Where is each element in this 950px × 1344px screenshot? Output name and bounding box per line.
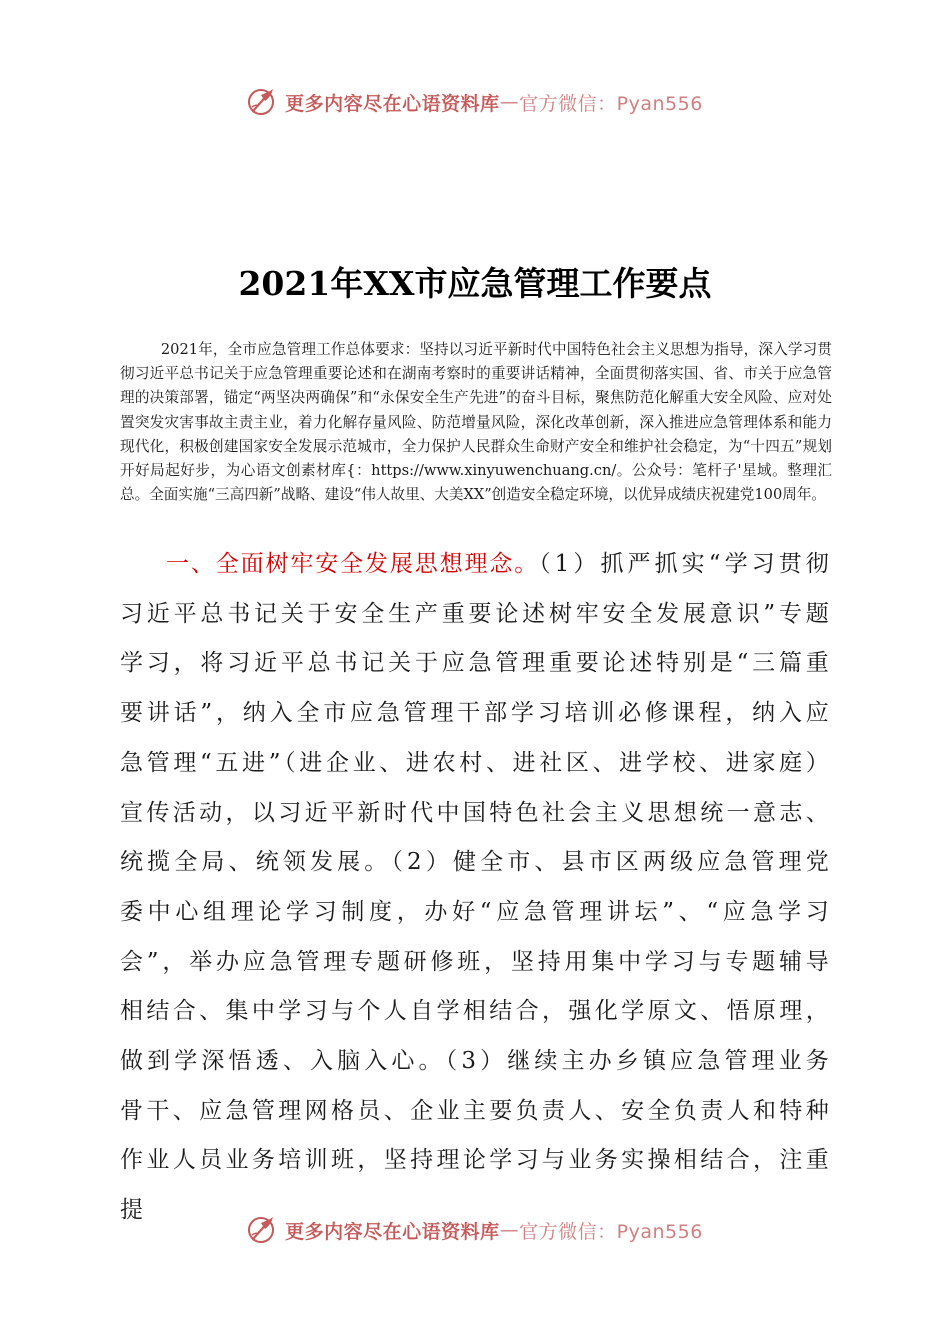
- quill-pen-logo-icon: [247, 87, 277, 117]
- banner-brand-text: 更多内容尽在心语资料库: [285, 92, 500, 115]
- banner-wechat-text: 官方微信：Pyan556: [519, 92, 703, 115]
- footer-watermark-banner: [0, 1208, 950, 1252]
- banner-wechat-text: 官方微信：Pyan556: [519, 1220, 703, 1243]
- section-1-text: （1）抓严抓实“学习贯彻习近平总书记关于安全生产重要论述树牢安全发展意识”专题学习，将习近平总书记关于应急管理重要论述特别是“三篇重要讲话”，纳入全市应急管理干部学习培训必修课程，纳入应急管理“五进”（进企业、进农村、进社区、进学校、进家庭）宣传活动，以习近平新时代中国特色社会主义思想统一意志、统揽全局、统领发展。（2）健全市、县市区两级应急管理党委中心组理论学习制度，办好“应急管理讲坛”、“应急学习会”，举办应急管理专题研修班，坚持用集中学习与专题辅导相结合、集中学习与个人自学相结合，强化学原文、悟原理，做到学深悟透、入脑入心。（3）继续主办乡镇应急管理业务骨干、应急管理网格员、企业主要负责人、安全负责人和特种作业人员业务培训班，坚持理论学习与业务实操相结合，注重提: [120, 551, 833, 1224]
- banner-separator: —: [499, 1219, 520, 1241]
- document-title: 2021年XX市应急管理工作要点: [238, 264, 712, 303]
- section-1-paragraph: [120, 540, 832, 1236]
- banner-brand-text: 更多内容尽在心语资料库: [285, 1220, 500, 1243]
- section-1-heading: 一、全面树牢安全发展思想理念。: [166, 551, 540, 577]
- quill-pen-logo-icon: [247, 1215, 277, 1245]
- intro-paragraph: 2021年，全市应急管理工作总体要求：坚持以习近平新时代中国特色社会主义思想为指导，深入学习贯彻习近平总书记关于应急管理重要论述和在湖南考察时的重要讲话精神，全面贯彻落实国、省、市关于应急管理的决策部署，锚定“两坚决两确保”和“永保安全生产先进”的奋斗目标，聚焦防范化解重大安全风险、应对处置突发灾害事故主责主业，着力化解存量风险、防范增量风险，深化改革创新，深入推进应急管理体系和能力现代化，积极创建国家安全发展示范城市，全力保护人民群众生命财产安全和维护社会稳定，为“十四五”规划开好局起好步，为心语文创素材库{：https://www.xinyuwenchuang.cn/。公众号：笔杆子'星域。整理汇总。全面实施“三高四新”战略、建设“伟人故里、大美XX”创造安全稳定环境，以优异成绩庆祝建党100周年。: [120, 341, 832, 504]
- banner-separator: —: [499, 91, 520, 113]
- header-watermark-banner: [0, 80, 950, 124]
